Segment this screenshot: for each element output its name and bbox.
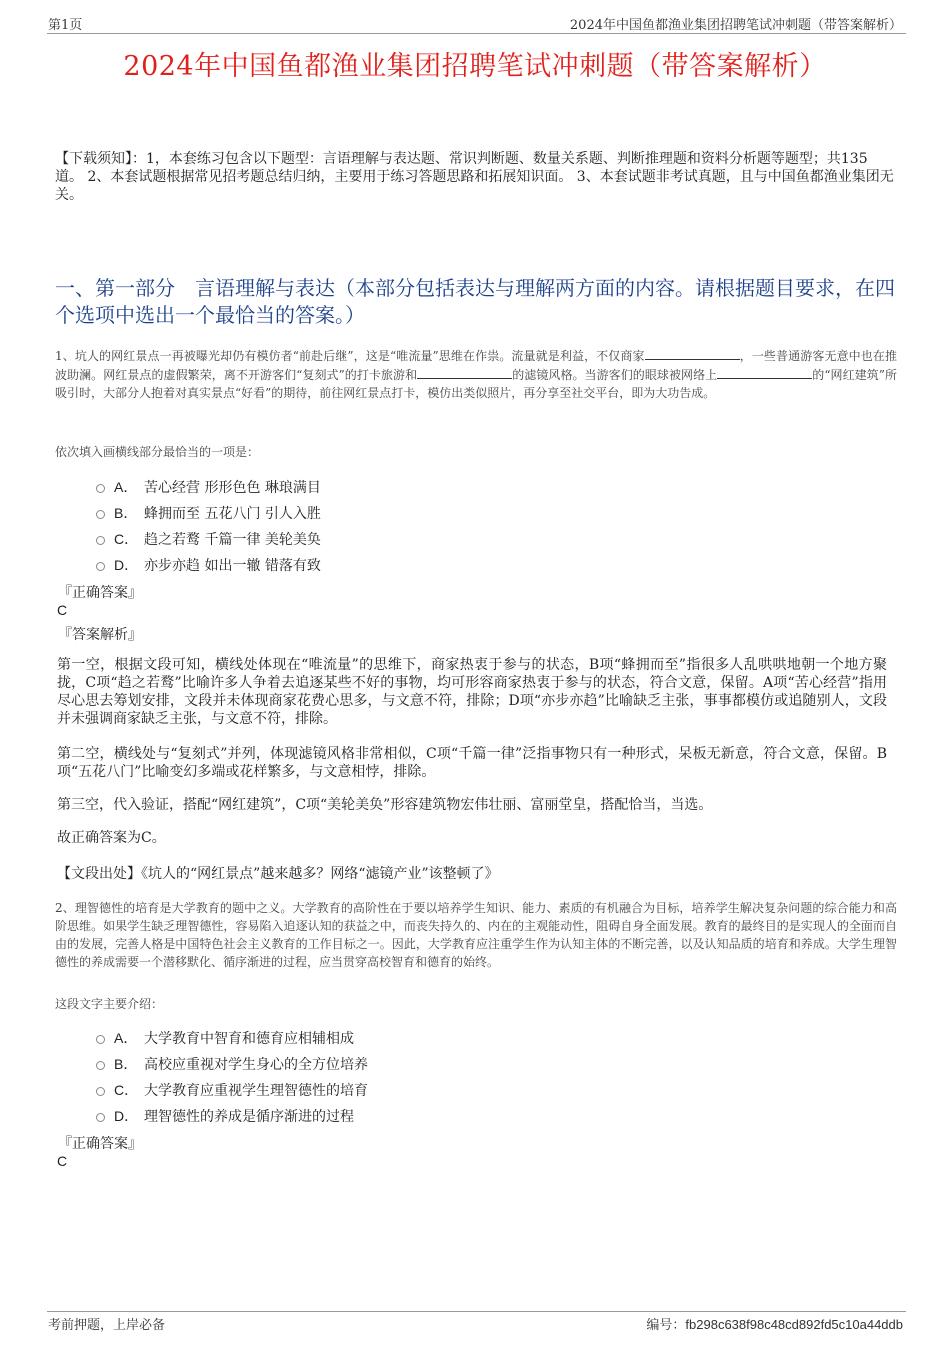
q1-option-d[interactable]: D． 亦步亦趋 如出一辙 错落有致	[96, 555, 321, 575]
page-number: 第1页	[48, 18, 83, 33]
q2-option-d[interactable]: D． 理智德性的养成是循序渐进的过程	[96, 1106, 354, 1126]
radio-icon[interactable]	[96, 510, 105, 519]
q2-option-b[interactable]: B． 高校应重视对学生身心的全方位培养	[96, 1054, 368, 1074]
answer-blank	[645, 346, 740, 360]
radio-icon[interactable]	[96, 1061, 105, 1070]
footer-divider	[47, 1311, 906, 1312]
radio-icon[interactable]	[96, 562, 105, 571]
q2-answer: C	[57, 1153, 68, 1169]
question-2-prompt: 这段文字主要介绍：	[55, 997, 164, 1011]
section-heading: 一、第一部分 言语理解与表达（本部分包括表达与理解两方面的内容。请根据题目要求，在四个选项中选出一个最恰当的答案。）	[55, 276, 895, 327]
q1-analysis-para-1: 第一空，根据文段可知，横线处体现在“唯流量”的思维下，商家热衷于参与的状态，B项“蜂拥而至”指很多人乱哄哄地朝一个地方聚拢，C项“趋之若鹜”比喻许多人争着去追逐某些不好的事物，均可形容商家热衷于参与的状态，符合文意，保留。A项“苦心经营”指用尽心思去筹划安排，文段并未体现商家花费心思多，与文意不符，排除；D项“亦步亦趋”比喻缺乏主张，事事都模仿或追随别人，文段并未强调商家缺乏主张，与文意不符，排除。	[57, 657, 887, 727]
q1-analysis-para-4: 故正确答案为C。	[57, 830, 166, 846]
q1-option-b[interactable]: B． 蜂拥而至 五花八门 引人入胜	[96, 503, 321, 523]
header-divider	[47, 33, 906, 34]
document-code: 编号：fb298c638f98c48cd892fd5c10a44ddb	[646, 1317, 903, 1333]
question-2-text: 2、理智德性的培育是大学教育的题中之义。大学教育的高阶性在于要以培养学生知识、能力、素质的有机融合为目标，培养学生解决复杂问题的综合能力和高阶思维。如果学生缺乏理智德性，容易陷入追逐认知的获益之中，而丧失持久的、内在的主观能动性，阻碍自身全面发展。教育的最终目的是实现人的全面而自由的发展，完善人格是中国特色社会主义教育的工作目标之一。因此，大学教育应注重学生作为认知主体的不断完善，以及认知品质的培育和养成。大学生理智德性的养成需要一个潜移默化、循序渐进的过程，应当贯穿高校智育和德育的始终。	[55, 901, 897, 969]
q1-answer-label: 『正确答案』	[58, 585, 142, 601]
footer-slogan: 考前押题，上岸必备	[48, 1318, 166, 1333]
answer-blank	[717, 365, 812, 379]
q1-option-a[interactable]: A． 苦心经营 形形色色 琳琅满目	[96, 477, 321, 497]
q1-analysis-label: 『答案解析』	[58, 627, 142, 643]
radio-icon[interactable]	[96, 1113, 105, 1122]
q1-analysis-para-3: 第三空，代入验证，搭配“网红建筑”，C项“美轮美奂”形容建筑物宏伟壮丽、富丽堂皇，搭配恰当，当选。	[57, 797, 713, 813]
radio-icon[interactable]	[96, 536, 105, 545]
q1-analysis-para-2: 第二空，横线处与“复刻式”并列，体现滤镜风格非常相似，C项“千篇一律”泛指事物只有一种形式，呆板无新意，符合文意，保留。B项“五花八门”比喻变幻多端或花样繁多，与文意相悖，排除。	[57, 746, 887, 780]
question-1-prompt: 依次填入画横线部分最恰当的一项是：	[55, 445, 260, 459]
answer-blank	[417, 365, 512, 379]
q1-answer: C	[57, 602, 68, 618]
radio-icon[interactable]	[96, 484, 105, 493]
radio-icon[interactable]	[96, 1087, 105, 1096]
q1-source: 【文段出处】《坑人的“网红景点”越来越多？网络“滤镜产业”该整顿了》	[57, 866, 499, 882]
document-title: 2024年中国鱼都渔业集团招聘笔试冲刺题（带答案解析）	[123, 51, 827, 82]
q2-option-a[interactable]: A． 大学教育中智育和德育应相辅相成	[96, 1028, 354, 1048]
q1-option-c[interactable]: C． 趋之若鹜 千篇一律 美轮美奂	[96, 529, 321, 549]
radio-icon[interactable]	[96, 1035, 105, 1044]
q2-option-c[interactable]: C． 大学教育应重视学生理智德性的培育	[96, 1080, 368, 1100]
q2-answer-label: 『正确答案』	[58, 1136, 142, 1152]
download-notice: 【下载须知】：1，本套练习包含以下题型：言语理解与表达题、常识判断题、数量关系题、判断推理题和资料分析题等题型；共135道。 2、本套试题根据常见招考题总结归纳，主要用于练习答题思路和拓展知识面。 3、本套试题非考试真题，且与中国鱼都渔业集团无关。	[55, 151, 894, 203]
header-doc-title: 2024年中国鱼都渔业集团招聘笔试冲刺题（带答案解析）	[569, 18, 902, 33]
question-1-text: 1、坑人的网红景点一再被曝光却仍有模仿者“前赴后继”，这是“唯流量”思维在作祟。流量就是利益，不仅商家 ，一些普通游客无意中也在推波助澜。网红景点的虚假繁荣，离不开游客们“复刻式”的打卡旅游和 的滤镜风格。当游客们的眼球被网络上 的“网红建筑”所吸引时，大部分人抱着对真实景点“好看”的期待，前往网红景点打卡，模仿出类似照片，再分享至社交平台，即为大功告成。	[55, 346, 897, 402]
